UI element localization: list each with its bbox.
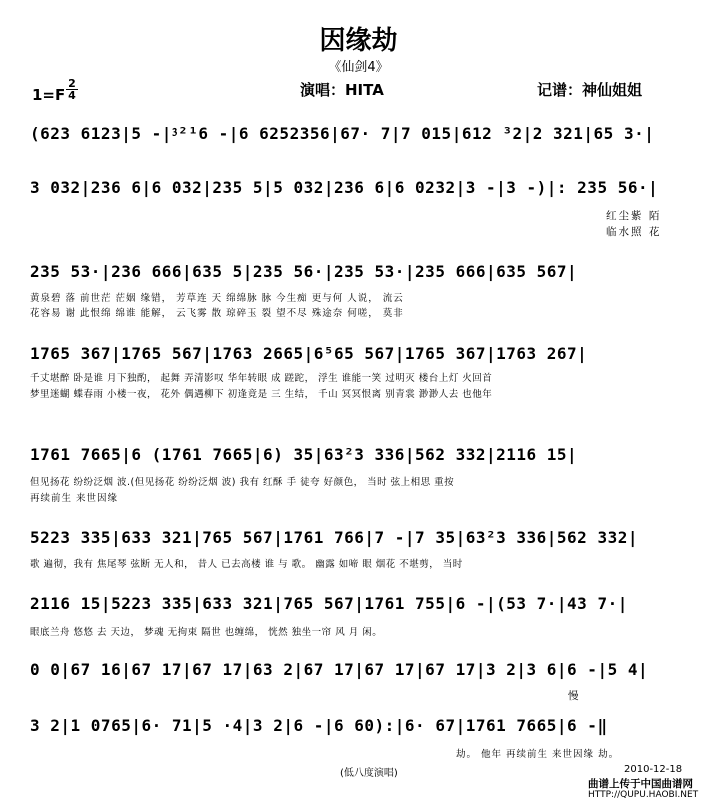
score-row-8: 0 0|67 16|67 17|67 17|63 2|67 17|67 17|67 17|3 2|3 6|6 -|5 4| [30, 660, 649, 679]
score-row-3: 235 53·|236 666|635 5|235 56·|235 53·|235 666|635 567| [30, 262, 578, 281]
score-row-2: 3 032|236 6|6 032|235 5|5 032|236 6|6 0232|3 -|3 -)|: 235 56·| [30, 178, 659, 197]
lyric-row-4-verse-1: 千丈堪醉 卧是谁 月下独酌， 起舞 弄清影叹 华年转眼 成 蹉跎， 浮生 谁能一笑 过明灭 楼台上灯 火回首 [30, 373, 493, 384]
score-row-5: 1761 7665|6 (1761 7665|6) 35|63²3 336|562 332|2116 15| [30, 445, 578, 464]
time-signature-top: 2 [68, 77, 76, 90]
lyric-row-5-verse-2: 再续前生 来世因缘 [30, 493, 119, 504]
singer: 演唱：HITA [300, 81, 384, 99]
score-row-4: 1765 367|1765 567|1763 2665|6⁵65 567|1765 367|1763 267| [30, 344, 588, 363]
key-signature: 1=F [32, 86, 66, 104]
lyric-row-2-verse-1: 红尘紫 陌 [606, 210, 662, 222]
lyric-row-5-verse-1: 但见扬花 纷纷泛烟 波.(但见扬花 纷纷泛烟 波) 我有 红酥 手 徒夸 好颜色， 当时 弦上相思 重按 [30, 477, 455, 488]
score-row-6: 5223 335|633 321|765 567|1761 766|7 -|7 35|63²3 336|562 332| [30, 528, 638, 547]
watermark-text: 曲谱上传于中国曲谱网 [588, 778, 693, 790]
time-signature-bottom: 4 [66, 89, 78, 101]
score-row-1: (623 6123|5 -|⁳²¹6 -|6 6252356|67· 7|7 015|612 ³2|2 321|65 3·| [30, 124, 655, 143]
score-row-7: 2116 15|5223 335|633 321|765 567|1761 755|6 -|(53 7·|43 7·| [30, 594, 628, 613]
score-row-9: 3 2|1 0765|6· 71|5 ·4|3 2|6 -|6 60):|6· 67|1761 7665|6 -‖ [30, 716, 608, 735]
song-title: 因缘劫 [319, 26, 398, 56]
time-signature [66, 78, 78, 101]
tempo-mark: 慢 [568, 690, 581, 702]
lyric-row-6-verse-1: 歌 遍彻，我有 焦尾琴 弦断 无人和， 昔人 已去高楼 谁 与 歌。 幽露 如啼 眼 烟花 不堪剪， 当时 [30, 559, 463, 570]
footer-note: (低八度演唱) [340, 768, 398, 779]
lyric-row-9-verse-1: 劫。 他年 再续前生 来世因缘 劫。 [456, 749, 620, 760]
lyric-row-3-verse-2: 花容易 谢 此恨绵 绵谁 能解， 云飞雾 散 琼碎玉 裂 望不尽 殊途奈 何嗟， 莫非 [30, 308, 404, 319]
date: 2010-12-18 [624, 764, 683, 775]
lyric-row-7-verse-1: 眼底兰舟 悠悠 去 天边， 梦魂 无拘束 隔世 也缠绵， 恍然 独坐一帘 风 月 闲。 [30, 627, 383, 638]
watermark-url: HTTP://QUPU.HAOBI.NET [588, 790, 699, 800]
lyric-row-2-verse-2: 临水照 花 [606, 226, 662, 238]
song-subtitle: 《仙剑4》 [328, 60, 389, 75]
transcriber: 记谱：神仙姐姐 [537, 81, 643, 99]
lyric-row-4-verse-2: 梦里迷蝴 蝶春雨 小楼一夜， 花外 偶遇柳下 初逢竟是 三 生结， 千山 冥冥恨离 别青裳 渺渺人去 也他年 [30, 389, 493, 400]
lyric-row-3-verse-1: 黄泉碧 落 前世茫 茫姻 缘错， 芳草连 天 绵绵脉 脉 今生痴 更与何 人说， 流云 [30, 293, 404, 304]
